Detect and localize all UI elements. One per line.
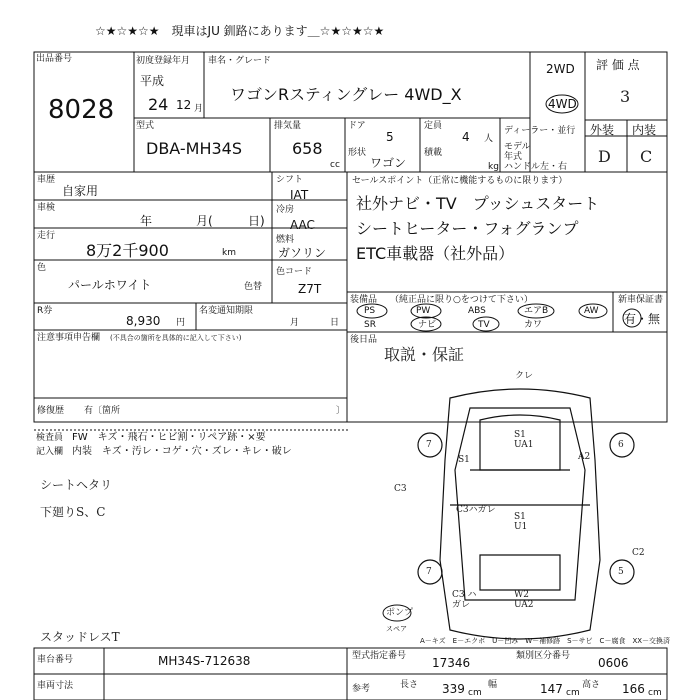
- reg-label: 初度登録年月: [136, 56, 191, 66]
- diag-spare-sub: スペア: [386, 625, 407, 633]
- transfer-label: 名変通知期限: [199, 306, 254, 316]
- check-items: FW キズ・飛石・ヒビ割・リペア跡・×要: [72, 432, 266, 443]
- hand-note-2: 下廻りS、C: [40, 505, 106, 519]
- equip-airbag: エアB: [524, 306, 549, 316]
- kg-unit: kg: [488, 162, 499, 172]
- insp-year: 年: [140, 214, 153, 228]
- equip-aw: AW: [584, 306, 599, 316]
- km-unit: km: [222, 248, 236, 258]
- month-unit: 月: [194, 104, 204, 114]
- dim-ref-label: 参考: [352, 684, 371, 694]
- yen-unit: 円: [176, 318, 186, 328]
- mileage-label: 走行: [37, 231, 56, 241]
- wheel-lf: 7: [426, 440, 432, 450]
- int-grade: C: [640, 147, 653, 166]
- reg-year: 24: [148, 95, 169, 114]
- banner: ☆★☆★☆★ 現車はJU 釧路にあります＿☆★☆★☆★: [95, 24, 385, 38]
- equip-leather: カワ: [524, 320, 543, 330]
- score-label: 評 価 点: [596, 58, 640, 72]
- shift-label: シフト: [276, 175, 304, 185]
- shape: ワゴン: [370, 156, 407, 170]
- insp-day: 日): [248, 214, 265, 228]
- entry-label: 記入欄: [36, 447, 64, 457]
- check-label: 検査員: [36, 433, 64, 443]
- wheel-lr: 7: [426, 567, 432, 577]
- drive-2wd: 2WD: [546, 62, 575, 76]
- name-label: 車名・グレード: [208, 56, 272, 66]
- ext-grade: D: [598, 147, 611, 166]
- recycle-label: R券: [37, 306, 53, 316]
- lot-label: 出品番号: [36, 54, 73, 64]
- diag-roof: S1 UA1: [514, 430, 534, 450]
- history-label: 車歴: [37, 175, 56, 185]
- diag-rf: A2: [578, 452, 591, 462]
- wheel-rf: 6: [618, 440, 624, 450]
- handle: 左・右: [540, 162, 568, 172]
- reg-month: 12: [176, 98, 192, 112]
- notes-label: 注意事項申告欄: [37, 333, 101, 343]
- sales-line-2: シートヒーター・フォグランプ: [356, 219, 579, 238]
- class-number: 0606: [598, 656, 629, 670]
- equip-sub: （純正品に限り○をつけて下さい）: [390, 295, 533, 305]
- width-label: 幅: [488, 680, 498, 690]
- spec-label: 型式指定番号: [352, 651, 407, 661]
- sales-line-3: ETC車載器（社外品）: [356, 244, 515, 263]
- diag-spare: ポンプ: [386, 608, 414, 618]
- equip-tv: TV: [478, 320, 490, 330]
- load-label: 積載: [424, 148, 443, 158]
- chassis-label: 車台番号: [37, 655, 74, 665]
- later-items: 取説・保証: [384, 345, 465, 364]
- ac-label: 冷房: [276, 205, 295, 215]
- color: パールホワイト: [68, 278, 152, 292]
- color-code-label: 色コード: [276, 267, 313, 277]
- displacement-label: 排気量: [274, 121, 302, 131]
- score: 3: [620, 87, 631, 106]
- cc-unit: cc: [330, 160, 340, 170]
- height: 166: [622, 682, 645, 696]
- diag-bumper: C3 ハガレ: [452, 590, 477, 610]
- history: 自家用: [62, 184, 99, 198]
- equip-pw: PW: [416, 306, 431, 316]
- handle-label: ハンドル: [504, 162, 541, 172]
- ext-label: 外装: [590, 123, 615, 137]
- drive-4wd: 4WD: [548, 97, 577, 111]
- equip-ps: PS: [364, 306, 376, 316]
- model: DBA-MH34S: [146, 139, 243, 158]
- transfer-month: 月: [290, 318, 300, 328]
- shape-label: 形状: [348, 148, 367, 158]
- doors: 5: [386, 130, 394, 144]
- width: 147: [540, 682, 563, 696]
- diag-side: C3ハガレ: [456, 505, 496, 515]
- diag-rear-right: C2: [632, 548, 645, 558]
- int-label: 内装: [632, 123, 657, 137]
- wheels: [418, 433, 634, 584]
- later-label: 後日品: [350, 335, 378, 345]
- warranty-label: 新車保証書: [618, 295, 664, 305]
- height-unit: cm: [648, 688, 662, 698]
- equip-navi: ナビ: [418, 320, 437, 330]
- sales-line-1: 社外ナビ・TV プッシュスタート: [356, 194, 600, 213]
- era: 平成: [140, 74, 165, 88]
- model-year-label: モデル年式: [504, 142, 531, 162]
- equip-label: 装備品: [350, 295, 378, 305]
- repair-label: 修復歴: [37, 406, 65, 416]
- length-unit: cm: [468, 688, 482, 698]
- displacement: 658: [292, 139, 323, 158]
- diag-rear: W2 UA2: [514, 590, 534, 610]
- door-label: ドア: [348, 121, 366, 131]
- damage-legend: A－キズ E－エクボ U－凹み W－補修跡 S－サビ C－腐食 XX－交換済: [420, 637, 671, 645]
- height-label: 高さ: [582, 680, 601, 690]
- class-label: 類別区分番号: [516, 651, 571, 661]
- car-name: ワゴンRスティングレー 4WD_X: [230, 85, 462, 104]
- capacity-unit: 人: [484, 134, 494, 144]
- capacity-label: 定員: [424, 121, 443, 131]
- mileage: 8万2千900: [86, 241, 169, 260]
- spec-number: 17346: [432, 656, 471, 670]
- model-label: 型式: [136, 121, 155, 131]
- ac: AAC: [290, 218, 315, 232]
- fuel: ガソリン: [278, 246, 327, 260]
- color-code: Z7T: [298, 282, 322, 296]
- fuel-label: 燃料: [276, 235, 295, 245]
- shift: IAT: [290, 188, 309, 202]
- warranty: 有・無: [624, 312, 661, 326]
- recycle: 8,930: [126, 314, 161, 328]
- width-unit: cm: [566, 688, 580, 698]
- inspection-label: 車検: [37, 203, 56, 213]
- entry-items: 内装 キズ・汚レ・コゲ・穴・ズレ・キレ・破レ: [72, 446, 292, 457]
- color-label: 色: [37, 263, 47, 273]
- hand-note-3: スタッドレスT: [40, 630, 120, 644]
- diag-lf: S1: [458, 455, 470, 465]
- capacity: 4: [462, 130, 470, 144]
- wheel-rr: 5: [618, 567, 624, 577]
- insp-month: 月(: [196, 214, 213, 228]
- equip-sr: SR: [364, 320, 376, 330]
- dims-label: 車両寸法: [37, 681, 74, 691]
- repair-close: 〕: [336, 406, 346, 416]
- chassis-number: MH34S-712638: [158, 654, 251, 668]
- diag-top-note: クレ: [515, 371, 534, 381]
- repair-text: 有〔箇所: [84, 406, 121, 416]
- transfer-day: 日: [330, 318, 340, 328]
- equip-abs: ABS: [468, 306, 486, 316]
- length: 339: [442, 682, 465, 696]
- diag-roof2: S1 U1: [514, 512, 528, 532]
- length-label: 長さ: [400, 680, 419, 690]
- lot-number: 8028: [48, 95, 115, 125]
- color-change-label: 色替: [244, 282, 263, 292]
- dealer-label: ディーラー・並行: [504, 126, 576, 136]
- notes-sub: (不具合の箇所を具体的に記入して下さい): [110, 334, 242, 342]
- diag-left: C3: [394, 484, 407, 494]
- hand-note-1: シートヘタリ: [40, 478, 113, 492]
- sales-label: セールスポイント（正常に機能するものに限ります）: [352, 176, 568, 186]
